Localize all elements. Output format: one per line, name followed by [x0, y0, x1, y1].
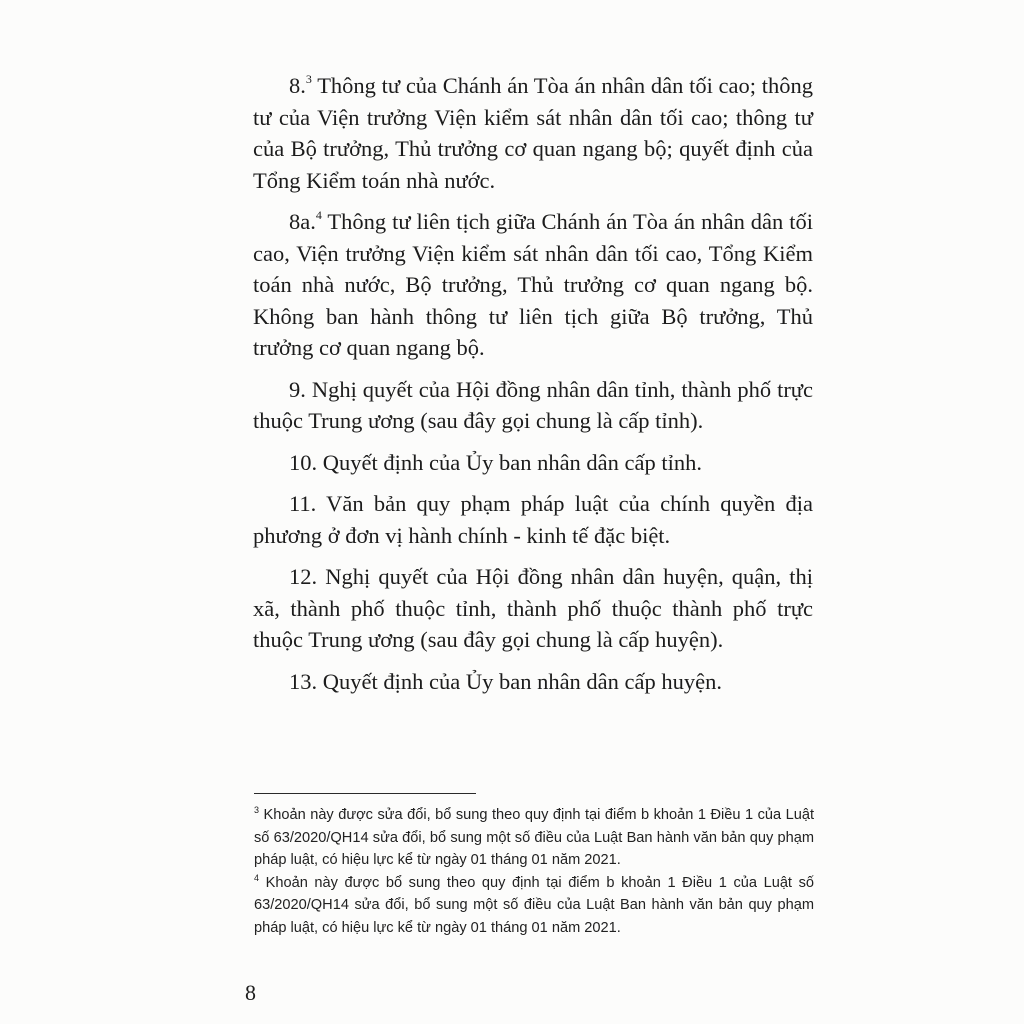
clause-number: 12. [289, 564, 318, 589]
page-number: 8 [245, 980, 256, 1005]
clause-10 [253, 447, 813, 479]
footnote-reference: 3 [305, 72, 312, 86]
footnote-text: Khoản này được bổ sung theo quy định tại điểm b khoản 1 Điều 1 của Luật số 63/2020/QH14 sửa đổi, bổ sung một số điều của Luật Ban hành văn bản quy phạm pháp luật, có hiệu lực kể từ ngày 01 tháng 01 năm 2021. [254, 874, 814, 936]
clause-number: 8. [289, 73, 306, 98]
clause-12 [253, 561, 813, 656]
footnote-text: Khoản này được sửa đổi, bổ sung theo quy định tại điểm b khoản 1 Điều 1 của Luật số 63/2020/QH14 sửa đổi, bổ sung một số điều của Luật Ban hành văn bản quy phạm pháp luật, có hiệu lực kể từ ngày 01 tháng 01 năm 2021. [254, 807, 815, 868]
clause-number: 11. [289, 491, 317, 516]
clause-9 [253, 374, 813, 437]
footnotes [254, 804, 814, 939]
footnote-4 [254, 872, 814, 940]
footnote-reference: 4 [315, 208, 322, 222]
clause-number: 13. [289, 668, 318, 694]
clause-text: Quyết định của Ủy ban nhân dân cấp tỉnh. [322, 449, 703, 475]
footnote-3 [254, 804, 814, 872]
clause-text: Nghị quyết của Hội đồng nhân dân huyện, quận, thị xã, thành phố thuộc tỉnh, thành phố thuộc thành phố trực thuộc Trung ương (sau đây gọi chung là cấp huyện). [253, 564, 814, 652]
footnote-marker: 3 [254, 805, 260, 815]
clause-text: Thông tư của Chánh án Tòa án nhân dân tối cao; thông tư của Viện trưởng Viện kiểm sát nhân dân tối cao; thông tư của Bộ trưởng, Thủ trưởng cơ quan ngang bộ; quyết định của Tổng Kiểm toán nhà nước. [253, 73, 813, 193]
main-text [253, 70, 813, 697]
clause-11 [253, 488, 813, 551]
clause-text: Văn bản quy phạm pháp luật của chính quyền địa phương ở đơn vị hành chính - kinh tế đặc biệt. [253, 491, 814, 548]
clause-text: Quyết định của Ủy ban nhân dân cấp huyện. [322, 668, 723, 694]
clause-text: Nghị quyết của Hội đồng nhân dân tỉnh, thành phố trực thuộc Trung ương (sau đây gọi chung là cấp tỉnh). [253, 376, 813, 433]
clause-text: Thông tư liên tịch giữa Chánh án Tòa án nhân dân tối cao, Viện trưởng Viện kiểm sát nhân dân tối cao, Tổng Kiểm toán nhà nước, Bộ trưởng, Thủ trưởng cơ quan ngang bộ. Không ban hành thông tư liên tịch giữa Bộ trưởng, Thủ trưởng cơ quan ngang bộ. [253, 209, 813, 360]
clause-number: 8a. [289, 209, 316, 234]
clause-8a [253, 206, 813, 364]
clause-number: 9. [289, 376, 306, 402]
footnote-divider [254, 793, 476, 794]
clause-13 [253, 666, 813, 698]
footnote-marker: 4 [254, 872, 260, 883]
clause-8 [253, 70, 813, 196]
clause-number: 10. [289, 449, 318, 475]
